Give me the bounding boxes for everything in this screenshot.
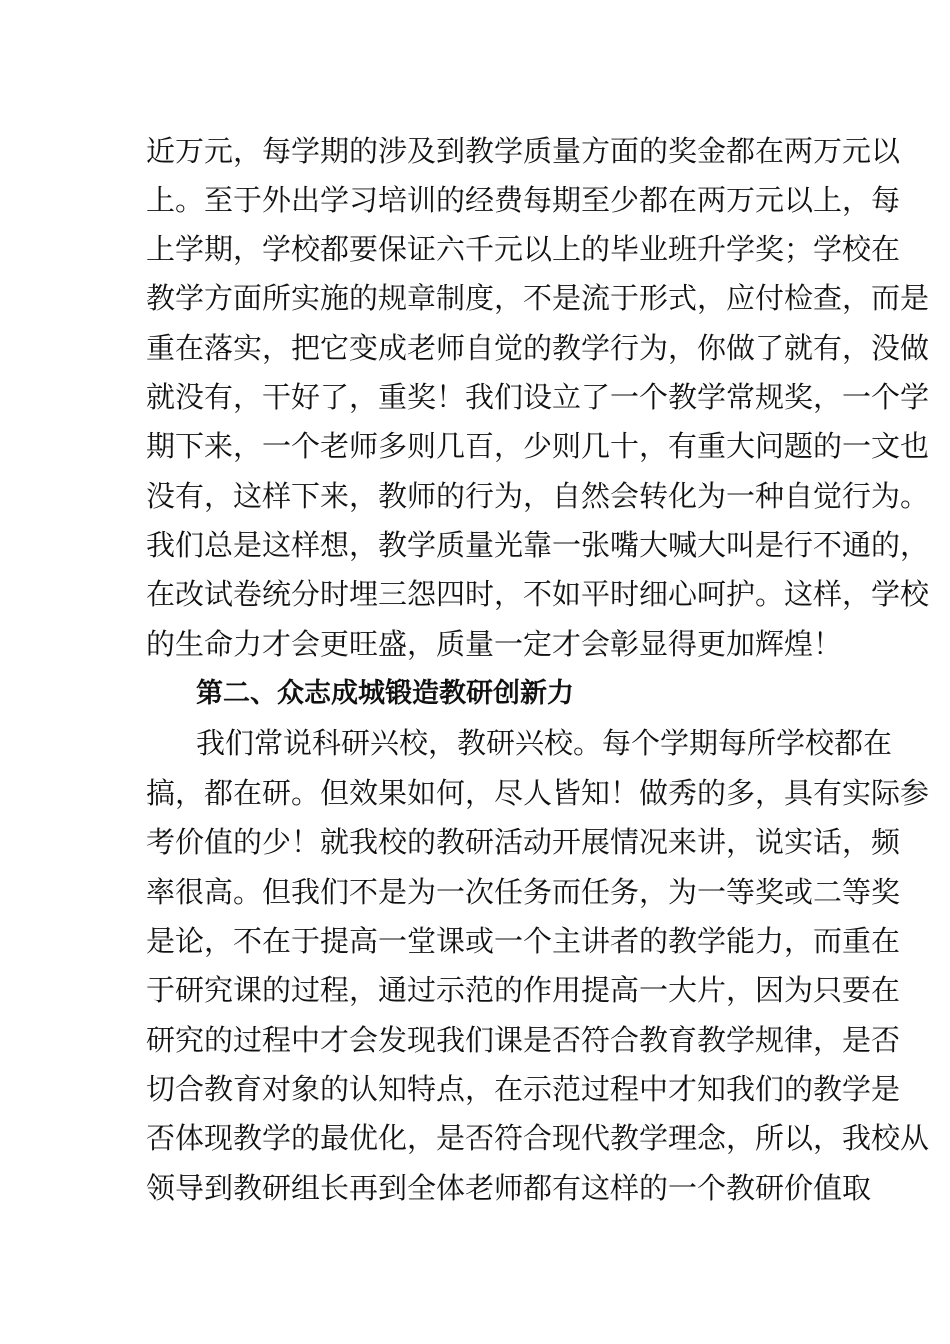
- text-line: 在改试卷统分时埋三怨四时，不如平时细心呵护。这样，学校: [146, 577, 930, 611]
- text-line: 近万元，每学期的涉及到教学质量方面的奖金都在两万元以: [146, 134, 901, 168]
- text-line: 于研究课的过程，通过示范的作用提高一大片，因为只要在: [146, 973, 901, 1007]
- section-heading: 第二、众志成城锻造教研创新力: [196, 678, 574, 709]
- text-line: 重在落实，把它变成老师自觉的教学行为，你做了就有，没做: [146, 331, 930, 365]
- text-line: 期下来，一个老师多则几百，少则几十，有重大问题的一文也: [146, 429, 930, 463]
- text-line: 是论，不在于提高一堂课或一个主讲者的教学能力，而重在: [146, 924, 901, 958]
- text-line: 考价值的少！就我校的教研活动开展情况来讲，说实话，频: [146, 825, 901, 859]
- text-line: 的生命力才会更旺盛，质量一定才会彰显得更加辉煌！: [146, 627, 843, 661]
- text-line: 上。至于外出学习培训的经费每期至少都在两万元以上，每: [146, 183, 901, 217]
- text-line: 否体现教学的最优化，是否符合现代教学理念，所以，我校从: [146, 1121, 930, 1155]
- text-line: 率很高。但我们不是为一次任务而任务，为一等奖或二等奖: [146, 875, 901, 909]
- text-line: 领导到教研组长再到全体老师都有这样的一个教研价值取: [146, 1171, 872, 1205]
- text-line: 研究的过程中才会发现我们课是否符合教育教学规律，是否: [146, 1023, 901, 1057]
- text-line: 教学方面所实施的规章制度，不是流于形式，应付检查，而是: [146, 281, 930, 315]
- text-line: 搞，都在研。但效果如何，尽人皆知！做秀的多，具有实际参: [146, 776, 930, 810]
- text-line: 切合教育对象的认知特点，在示范过程中才知我们的教学是: [146, 1072, 901, 1106]
- text-line: 就没有，干好了，重奖！我们设立了一个教学常规奖，一个学: [146, 380, 930, 414]
- text-line: 没有，这样下来，教师的行为，自然会转化为一种自觉行为。: [146, 479, 930, 513]
- text-line: 我们总是这样想，教学质量光靠一张嘴大喊大叫是行不通的，: [146, 528, 930, 562]
- text-line: 我们常说科研兴校，教研兴校。每个学期每所学校都在: [196, 726, 893, 760]
- text-line: 上学期，学校都要保证六千元以上的毕业班升学奖；学校在: [146, 232, 901, 266]
